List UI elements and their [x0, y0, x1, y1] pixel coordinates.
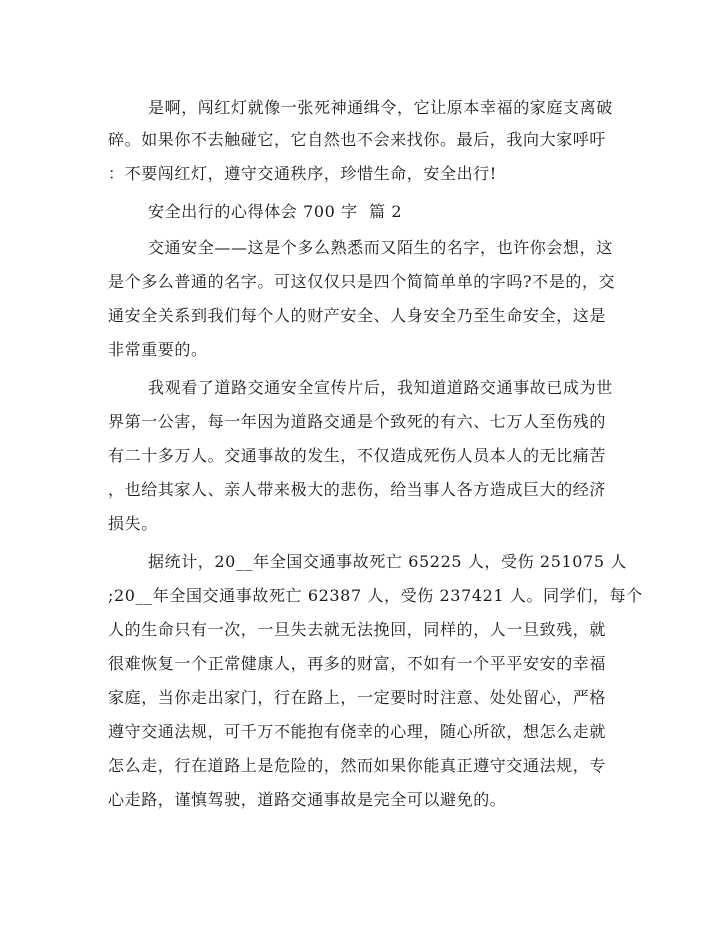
paragraph-4-line-4: 很难恢复一个正常健康人，再多的财富，不如有一个平平安安的幸福	[108, 654, 607, 673]
paragraph-2-line-2: 是个多么普通的名字。可这仅仅只是四个简简单单的字吗?不是的，交	[108, 272, 616, 291]
paragraph-4-line-7: 怎么走，行在道路上是危险的，然而如果你能真正遵守交通法规，专	[108, 756, 607, 775]
paragraph-4-line-1: 据统计，20__年全国交通事故死亡 65225 人，受伤 251075 人	[148, 552, 627, 571]
section-heading: 安全出行的心得体会 700 字 篇 2	[148, 202, 403, 221]
paragraph-4-line-5: 家庭，当你走出家门，行在路上，一定要时时注意、处处留心，严格	[108, 688, 607, 707]
paragraph-3-line-5: 损失。	[108, 514, 158, 533]
paragraph-1-line-1: 是啊，闯红灯就像一张死神通缉令，它让原本幸福的家庭支离破	[148, 98, 613, 117]
paragraph-3-line-4: ，也给其家人、亲人带来极大的悲伤，给当事人各方造成巨大的经济	[108, 480, 607, 499]
paragraph-1-line-3: ：不要闯红灯，遵守交通秩序，珍惜生命，安全出行!	[108, 164, 497, 183]
paragraph-2-line-4: 非常重要的。	[108, 340, 208, 359]
paragraph-3-line-3: 有二十多万人。交通事故的发生，不仅造成死伤人员本人的无比痛苦	[108, 446, 607, 465]
paragraph-4-line-6: 遵守交通法规，可千万不能抱有侥幸的心理，随心所欲，想怎么走就	[108, 722, 607, 741]
paragraph-4-line-2: ;20__年全国交通事故死亡 62387 人，受伤 237421 人。同学们，每个	[108, 586, 643, 605]
paragraph-3-line-2: 界第一公害，每一年因为道路交通是个致死的有六、七万人至伤残的	[108, 412, 607, 431]
paragraph-2-line-3: 通安全关系到我们每个人的财产安全、人身安全乃至生命安全，这是	[108, 306, 607, 325]
paragraph-1-line-2: 碎。如果你不去触碰它，它自然也不会来找你。最后，我向大家呼吁	[108, 130, 607, 149]
paragraph-2-line-1: 交通安全——这是个多么熟悉而又陌生的名字，也许你会想，这	[148, 238, 613, 257]
paragraph-4-line-3: 人的生命只有一次，一旦失去就无法挽回，同样的，人一旦致残，就	[108, 620, 607, 639]
paragraph-4-line-8: 心走路，谨慎驾驶，道路交通事故是完全可以避免的。	[108, 790, 507, 809]
paragraph-3-line-1: 我观看了道路交通安全宣传片后，我知道道路交通事故已成为世	[148, 378, 613, 397]
